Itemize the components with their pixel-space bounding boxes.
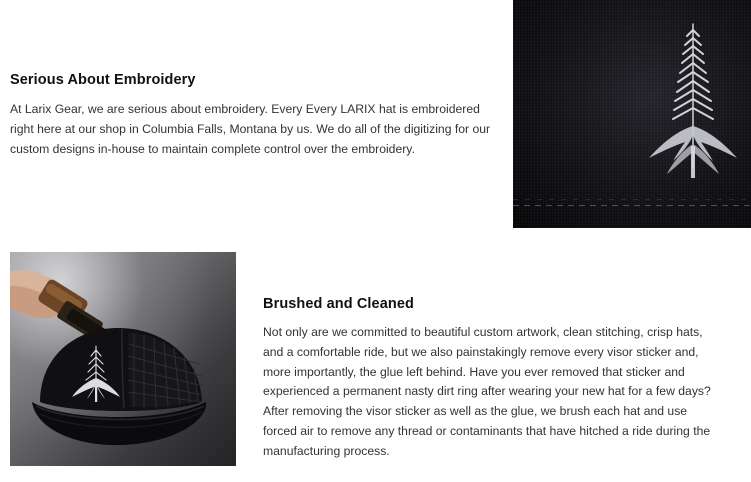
section-embroidery-paragraph: At Larix Gear, we are serious about embroidery. Every Every LARIX hat is embroidered right here at our shop in Columbia Falls, Montana by us. We do all of the digitizing for our custom designs in-house to maintain complete control over the embroidery. bbox=[10, 102, 491, 156]
section-brushed-heading: Brushed and Cleaned bbox=[263, 296, 414, 312]
section-embroidery-text bbox=[10, 72, 495, 159]
larch-tree-embroidery-icon bbox=[633, 18, 751, 208]
page-title: Serious About Embroidery bbox=[10, 72, 196, 88]
hat-brushing-image bbox=[10, 252, 236, 466]
section-brushed-text bbox=[263, 296, 723, 461]
hat-photo-illustration bbox=[10, 252, 236, 466]
section-brushed-paragraph: Not only are we committed to beautiful custom artwork, clean stitching, crisp hats, and a comfortable ride, but we also painstakingly remove every visor sticker and, more importantly, the glue left behind. Have you ever removed that sticker and experienced a permanent nasty dirt ring after wearing your new hat for a few days? After removing the visor sticker as well as the glue, we brush each hat and use forced air to remove any thread or contaminants that have hitched a ride during the manufacturing process. bbox=[263, 325, 711, 458]
embroidery-closeup-image bbox=[513, 0, 751, 228]
